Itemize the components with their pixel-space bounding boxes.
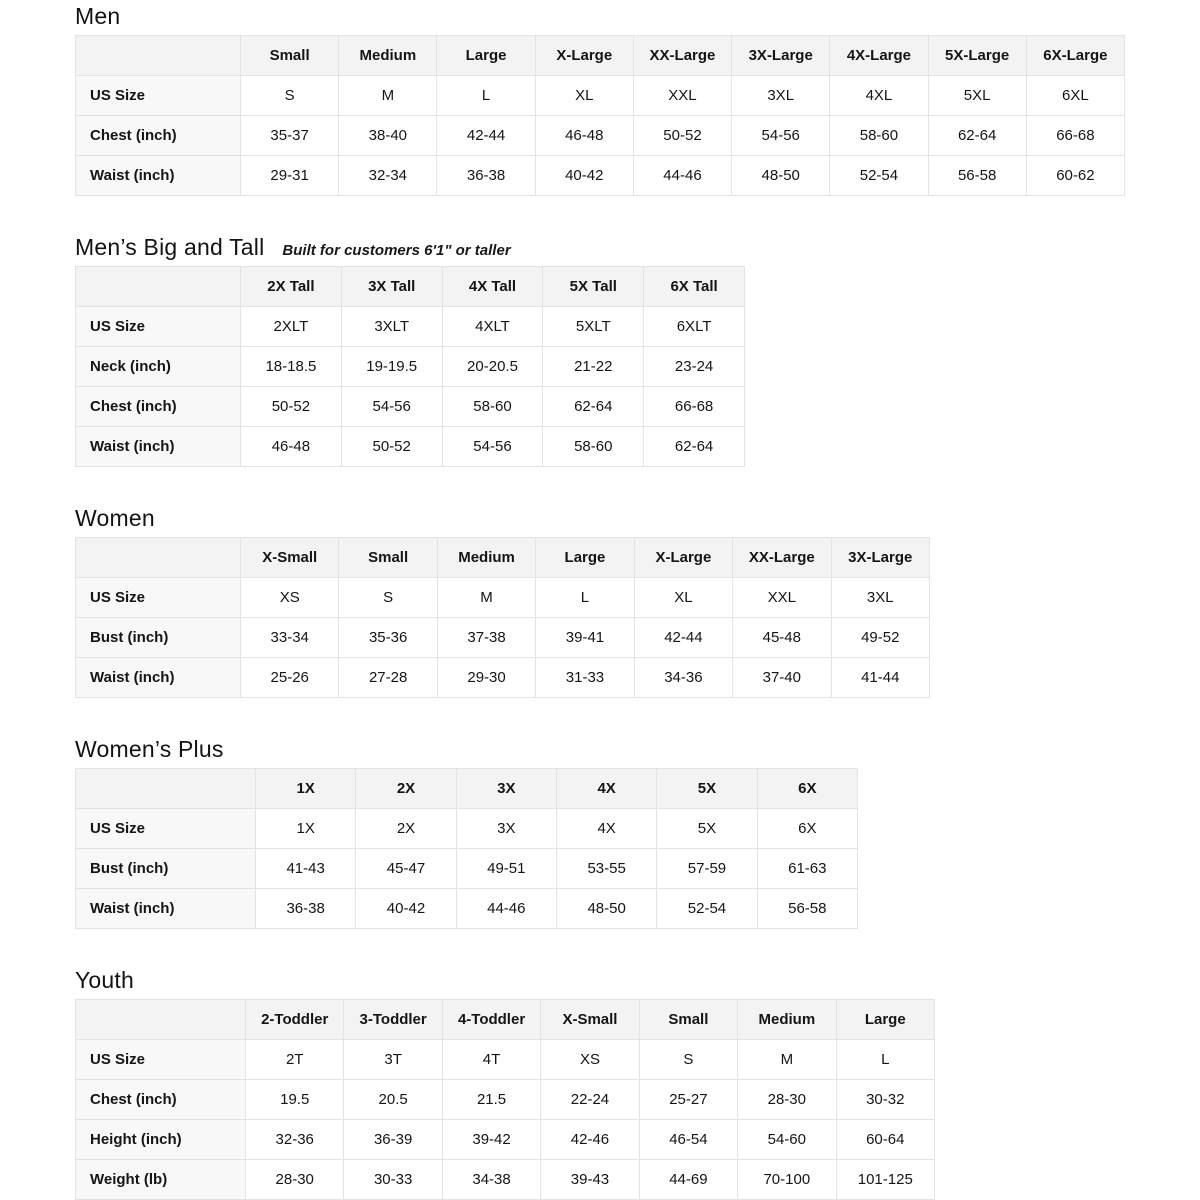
- row-label: Bust (inch): [76, 618, 241, 658]
- column-header: Large: [536, 538, 634, 578]
- cell: 20.5: [344, 1080, 442, 1120]
- cell: 30-32: [836, 1080, 934, 1120]
- cell: 19.5: [246, 1080, 344, 1120]
- cell: 18-18.5: [241, 347, 342, 387]
- row-label: Chest (inch): [76, 1080, 246, 1120]
- cell: 54-56: [732, 116, 830, 156]
- cell: 45-48: [733, 618, 831, 658]
- cell: 56-58: [757, 889, 857, 929]
- table-row: [76, 618, 930, 658]
- cell: XL: [634, 578, 732, 618]
- table-row: [76, 1040, 935, 1080]
- table-row: [76, 658, 930, 698]
- section-title-youth: Youth: [75, 967, 134, 993]
- column-header: 2X: [356, 769, 456, 809]
- cell: 5X: [657, 809, 757, 849]
- cell: 29-30: [437, 658, 535, 698]
- cell: 40-42: [535, 156, 633, 196]
- corner-cell: [76, 36, 241, 76]
- cell: M: [437, 578, 535, 618]
- table-row: [76, 387, 745, 427]
- cell: 20-20.5: [442, 347, 543, 387]
- cell: 56-58: [928, 156, 1026, 196]
- cell: 39-41: [536, 618, 634, 658]
- cell: 39-42: [442, 1120, 540, 1160]
- table-row: [76, 76, 1125, 116]
- column-header: XX-Large: [633, 36, 731, 76]
- row-label: Waist (inch): [76, 889, 256, 929]
- cell: 32-34: [339, 156, 437, 196]
- cell: L: [437, 76, 535, 116]
- table-row: [76, 427, 745, 467]
- column-header: 4X: [556, 769, 656, 809]
- cell: XS: [241, 578, 339, 618]
- table-row: [76, 809, 858, 849]
- column-header: X-Large: [634, 538, 732, 578]
- cell: 52-54: [657, 889, 757, 929]
- cell: 44-69: [639, 1160, 737, 1200]
- column-header: 2-Toddler: [246, 1000, 344, 1040]
- table-row: [76, 889, 858, 929]
- cell: 46-48: [241, 427, 342, 467]
- column-header: 3-Toddler: [344, 1000, 442, 1040]
- cell: 35-36: [339, 618, 437, 658]
- cell: 30-33: [344, 1160, 442, 1200]
- cell: 27-28: [339, 658, 437, 698]
- cell: S: [339, 578, 437, 618]
- cell: 28-30: [738, 1080, 836, 1120]
- column-header: Large: [836, 1000, 934, 1040]
- row-label: US Size: [76, 1040, 246, 1080]
- cell: 37-38: [437, 618, 535, 658]
- cell: 44-46: [633, 156, 731, 196]
- cell: 36-38: [256, 889, 356, 929]
- cell: 25-27: [639, 1080, 737, 1120]
- column-header: 6X-Large: [1026, 36, 1124, 76]
- cell: 49-52: [831, 618, 929, 658]
- column-header: Medium: [738, 1000, 836, 1040]
- column-header: 6X Tall: [644, 267, 745, 307]
- youth-size-table: [75, 999, 935, 1200]
- cell: M: [339, 76, 437, 116]
- cell: 45-47: [356, 849, 456, 889]
- column-header: X-Small: [241, 538, 339, 578]
- women-size-table: [75, 537, 930, 698]
- cell: 25-26: [241, 658, 339, 698]
- section-title-womens-plus: Women’s Plus: [75, 736, 224, 762]
- cell: 46-48: [535, 116, 633, 156]
- cell: 38-40: [339, 116, 437, 156]
- cell: 62-64: [543, 387, 644, 427]
- column-header: Small: [241, 36, 339, 76]
- cell: S: [241, 76, 339, 116]
- column-header: Medium: [339, 36, 437, 76]
- cell: 41-44: [831, 658, 929, 698]
- column-header: X-Large: [535, 36, 633, 76]
- section-title-men: Men: [75, 3, 121, 29]
- column-header: 6X: [757, 769, 857, 809]
- section-women: [75, 505, 1200, 698]
- corner-cell: [76, 538, 241, 578]
- cell: 44-46: [456, 889, 556, 929]
- cell: 62-64: [928, 116, 1026, 156]
- row-label: Waist (inch): [76, 427, 241, 467]
- cell: 4XLT: [442, 307, 543, 347]
- corner-cell: [76, 1000, 246, 1040]
- men-size-table: [75, 35, 1125, 196]
- row-label: Bust (inch): [76, 849, 256, 889]
- column-header: XX-Large: [733, 538, 831, 578]
- cell: 6XL: [1026, 76, 1124, 116]
- section-title-women: Women: [75, 505, 155, 531]
- cell: 3T: [344, 1040, 442, 1080]
- cell: 6XLT: [644, 307, 745, 347]
- section-men-header: [75, 3, 1200, 30]
- cell: 2XLT: [241, 307, 342, 347]
- cell: 31-33: [536, 658, 634, 698]
- cell: 5XLT: [543, 307, 644, 347]
- cell: 53-55: [556, 849, 656, 889]
- cell: XL: [535, 76, 633, 116]
- cell: 46-54: [639, 1120, 737, 1160]
- cell: 2X: [356, 809, 456, 849]
- column-header: Small: [639, 1000, 737, 1040]
- table-row: [76, 1160, 935, 1200]
- cell: 28-30: [246, 1160, 344, 1200]
- mens-big-and-tall-size-table: [75, 266, 745, 467]
- cell: 54-56: [442, 427, 543, 467]
- row-label: Chest (inch): [76, 116, 241, 156]
- section-big-tall-header: [75, 234, 1200, 261]
- cell: 4T: [442, 1040, 540, 1080]
- cell: 2T: [246, 1040, 344, 1080]
- column-header: Small: [339, 538, 437, 578]
- cell: 36-39: [344, 1120, 442, 1160]
- cell: 19-19.5: [341, 347, 442, 387]
- section-womens-plus-header: [75, 736, 1200, 763]
- cell: 52-54: [830, 156, 928, 196]
- section-youth: [75, 967, 1200, 1200]
- cell: 58-60: [543, 427, 644, 467]
- column-header: 3X Tall: [341, 267, 442, 307]
- cell: XXL: [633, 76, 731, 116]
- cell: 57-59: [657, 849, 757, 889]
- cell: 37-40: [733, 658, 831, 698]
- cell: 34-36: [634, 658, 732, 698]
- cell: 40-42: [356, 889, 456, 929]
- cell: 66-68: [644, 387, 745, 427]
- row-label: Waist (inch): [76, 156, 241, 196]
- cell: 42-44: [437, 116, 535, 156]
- cell: 29-31: [241, 156, 339, 196]
- cell: 42-46: [541, 1120, 639, 1160]
- cell: 70-100: [738, 1160, 836, 1200]
- section-womens-plus: [75, 736, 1200, 929]
- cell: 54-60: [738, 1120, 836, 1160]
- cell: 66-68: [1026, 116, 1124, 156]
- column-header: 4X Tall: [442, 267, 543, 307]
- cell: L: [536, 578, 634, 618]
- cell: 21.5: [442, 1080, 540, 1120]
- cell: S: [639, 1040, 737, 1080]
- cell: 61-63: [757, 849, 857, 889]
- cell: 60-64: [836, 1120, 934, 1160]
- row-label: US Size: [76, 809, 256, 849]
- corner-cell: [76, 267, 241, 307]
- section-youth-header: [75, 967, 1200, 994]
- column-header: Large: [437, 36, 535, 76]
- cell: 41-43: [256, 849, 356, 889]
- cell: 4XL: [830, 76, 928, 116]
- section-women-header: [75, 505, 1200, 532]
- cell: 21-22: [543, 347, 644, 387]
- womens-plus-size-table: [75, 768, 858, 929]
- column-header: 5X-Large: [928, 36, 1026, 76]
- cell: 35-37: [241, 116, 339, 156]
- cell: 50-52: [341, 427, 442, 467]
- cell: L: [836, 1040, 934, 1080]
- column-header: X-Small: [541, 1000, 639, 1040]
- cell: XS: [541, 1040, 639, 1080]
- table-row: [76, 307, 745, 347]
- column-header: 2X Tall: [241, 267, 342, 307]
- row-label: Waist (inch): [76, 658, 241, 698]
- cell: 50-52: [633, 116, 731, 156]
- cell: 62-64: [644, 427, 745, 467]
- row-label: Chest (inch): [76, 387, 241, 427]
- cell: 4X: [556, 809, 656, 849]
- column-header: 4-Toddler: [442, 1000, 540, 1040]
- cell: 1X: [256, 809, 356, 849]
- row-label: US Size: [76, 578, 241, 618]
- cell: 101-125: [836, 1160, 934, 1200]
- table-row: [76, 849, 858, 889]
- cell: 23-24: [644, 347, 745, 387]
- cell: 33-34: [241, 618, 339, 658]
- cell: 3XLT: [341, 307, 442, 347]
- column-header: Medium: [437, 538, 535, 578]
- row-label: US Size: [76, 76, 241, 116]
- cell: 3XL: [831, 578, 929, 618]
- column-header: 3X: [456, 769, 556, 809]
- table-row: [76, 578, 930, 618]
- cell: XXL: [733, 578, 831, 618]
- table-row: [76, 347, 745, 387]
- column-header: 5X Tall: [543, 267, 644, 307]
- cell: 3X: [456, 809, 556, 849]
- column-header: 1X: [256, 769, 356, 809]
- cell: 5XL: [928, 76, 1026, 116]
- table-row: [76, 1120, 935, 1160]
- section-men: [75, 3, 1200, 196]
- cell: 32-36: [246, 1120, 344, 1160]
- row-label: Neck (inch): [76, 347, 241, 387]
- row-label: Height (inch): [76, 1120, 246, 1160]
- cell: 39-43: [541, 1160, 639, 1200]
- row-label: US Size: [76, 307, 241, 347]
- cell: 48-50: [556, 889, 656, 929]
- cell: 22-24: [541, 1080, 639, 1120]
- row-label: Weight (lb): [76, 1160, 246, 1200]
- cell: 58-60: [830, 116, 928, 156]
- corner-cell: [76, 769, 256, 809]
- cell: 58-60: [442, 387, 543, 427]
- cell: 6X: [757, 809, 857, 849]
- column-header: 4X-Large: [830, 36, 928, 76]
- section-title-mens-big-and-tall: Men’s Big and Tall: [75, 234, 265, 260]
- column-header: 5X: [657, 769, 757, 809]
- column-header: 3X-Large: [831, 538, 929, 578]
- cell: M: [738, 1040, 836, 1080]
- cell: 48-50: [732, 156, 830, 196]
- cell: 36-38: [437, 156, 535, 196]
- section-subtitle-mens-big-and-tall: Built for customers 6'1" or taller: [282, 242, 511, 259]
- cell: 42-44: [634, 618, 732, 658]
- cell: 3XL: [732, 76, 830, 116]
- cell: 50-52: [241, 387, 342, 427]
- column-header: 3X-Large: [732, 36, 830, 76]
- cell: 34-38: [442, 1160, 540, 1200]
- cell: 60-62: [1026, 156, 1124, 196]
- cell: 49-51: [456, 849, 556, 889]
- table-row: [76, 156, 1125, 196]
- cell: 54-56: [341, 387, 442, 427]
- table-row: [76, 116, 1125, 156]
- table-row: [76, 1080, 935, 1120]
- section-mens-big-and-tall: [75, 234, 1200, 467]
